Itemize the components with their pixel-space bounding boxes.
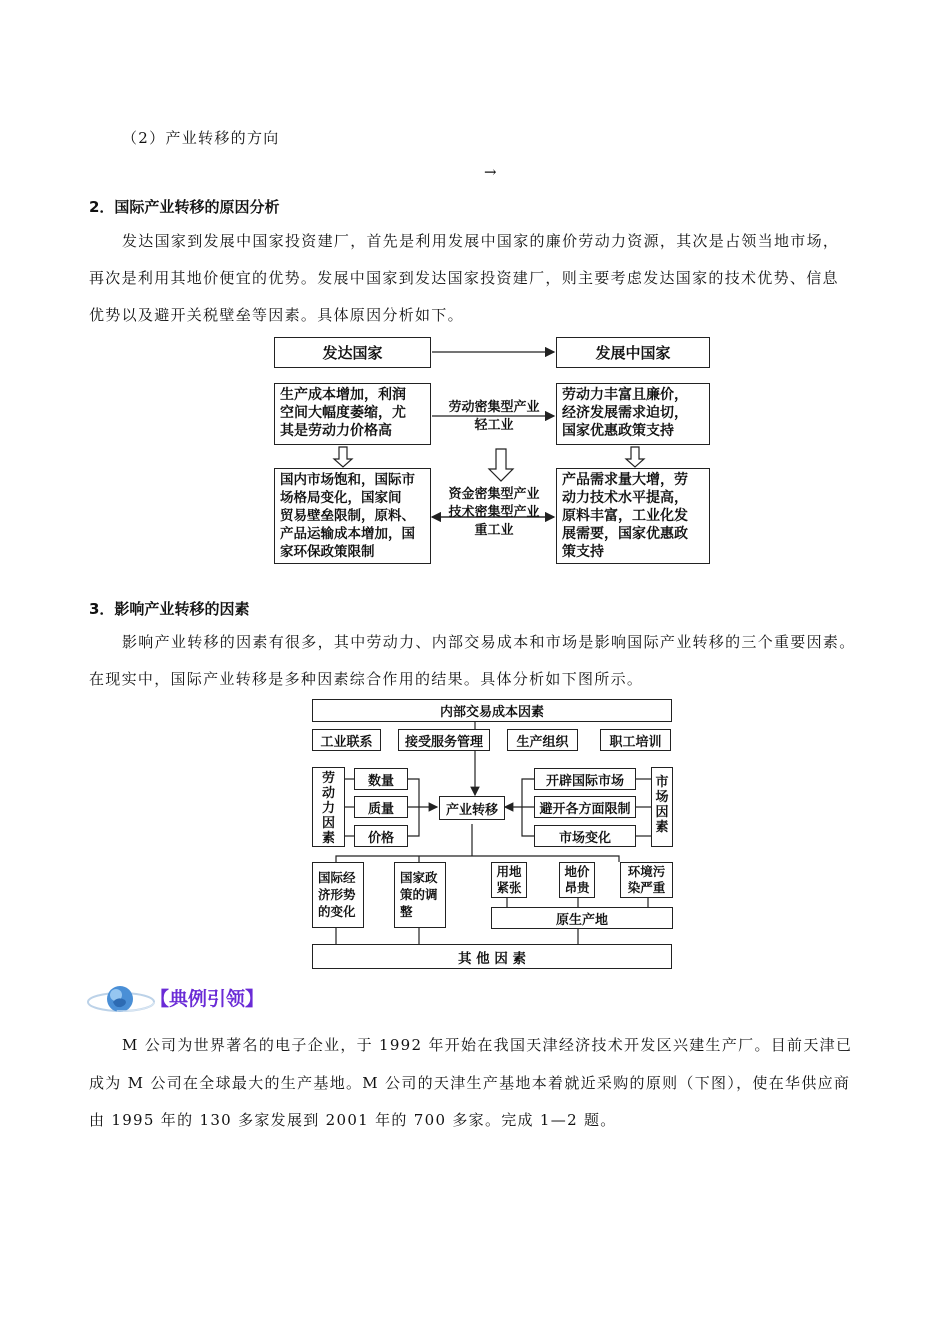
box-line: 展需要，国家优惠政 [562,526,688,542]
land-price-box [559,862,595,898]
factor-box: 工业联系 [312,729,381,751]
factor-box: 生产组织 [507,729,578,751]
box-line: 劳动力丰富且廉价， [562,387,688,403]
vertical-char: 素 [321,831,335,846]
box-line: 产品运输成本增加，国 [280,526,415,542]
label-line: 技术密集型产业 [448,505,540,520]
factor-box: 接受服务管理 [398,729,490,751]
box-line: 产品需求量大增，劳 [562,472,688,488]
label-line: 重工业 [474,523,514,538]
section-heading-2: 2．国际产业转移的原因分析 [89,198,280,216]
paragraph-line: 由 1995 年的 130 多家发展到 2001 年的 700 多家。完成 1—2 题。 [89,1111,617,1129]
label-line: 劳动密集型产业 [448,400,540,415]
box-line: 家环保政策限制 [280,544,375,560]
transfer-reason-diagram [270,337,715,569]
paragraph-line: M 公司为世界著名的电子企业，于 1992 年开始在我国天津经济技术开发区兴建生产厂。目前天津已 [122,1036,853,1054]
box-line: 的变化 [318,904,356,919]
vertical-char: 素 [655,820,669,835]
box-line: 昂贵 [564,880,590,895]
developed-cost-box [274,383,431,445]
origin-site-box: 原生产地 [491,907,673,929]
hollow-down-arrow [334,447,352,467]
paragraph-line: 在现实中，国际产业转移是多种因素综合作用的结果。具体分析如下图所示。 [89,670,644,688]
vertical-char: 因 [655,805,669,820]
developing-demand-box [556,468,710,564]
box-line: 动力技术水平提高， [562,490,688,506]
paragraph-line: 成为 M 公司在全球最大的生产基地。M 公司的天津生产基地本着就近采购的原则（下图），使在华供应商 [89,1074,851,1092]
label-line: 资金密集型产业 [448,487,540,502]
hollow-down-arrow [489,449,513,481]
vertical-char: 因 [321,816,335,831]
vertical-char: 劳 [321,771,335,786]
box-line: 空间大幅度萎缩，尤 [280,405,406,421]
market-item-box: 避开各方面限制 [534,796,636,818]
land-shortage-box [491,862,527,898]
box-line: 整 [400,904,413,919]
vertical-char: 力 [321,801,335,816]
developing-country-box: 发展中国家 [556,337,710,368]
box-line: 场格局变化，国家间 [280,490,402,506]
labor-intensive-label [432,399,556,435]
box-line: 环境污 [627,864,666,879]
box-line: 国家政 [400,870,438,885]
market-factor-box [651,767,673,847]
box-line: 地价 [564,864,590,879]
box-line: 生产成本增加，利润 [280,387,406,403]
box-line: 策支持 [562,544,604,560]
box-line: 国家优惠政策支持 [562,423,674,439]
box-line: 其是劳动力价格高 [280,423,392,439]
box-line: 原料丰富，工业化发 [562,508,688,524]
factor-box: 职工培训 [600,729,671,751]
box-line: 国内市场饱和，国际市 [280,472,415,488]
hollow-down-arrow [626,447,644,467]
box-line: 经济发展需求迫切， [562,405,688,421]
pollution-box [620,862,673,898]
labor-factor-box [312,767,345,847]
vertical-char: 市 [655,775,669,790]
developed-market-box [274,468,431,564]
market-item-box: 开辟国际市场 [534,768,636,790]
paragraph-line: 优势以及避开关税壁垒等因素。具体原因分析如下。 [89,306,464,324]
industry-transfer-box: 产业转移 [439,796,505,820]
policy-box [394,862,446,928]
paragraph-line: 影响产业转移的因素有很多，其中劳动力、内部交易成本和市场是影响国际产业转移的三个重要因素。 [122,633,856,651]
developing-labor-box [556,383,710,445]
market-item-box: 市场变化 [534,825,636,847]
labor-item-box: 数量 [354,768,408,790]
vertical-char: 场 [655,790,669,805]
subsection-title: （2）产业转移的方向 [122,129,280,147]
internal-cost-box: 内部交易成本因素 [312,699,672,722]
intl-economy-box [312,862,364,928]
paragraph-line: 发达国家到发展中国家投资建厂，首先是利用发展中国家的廉价劳动力资源，其次是占领当地市场， [122,232,840,250]
box-line: 用地 [496,864,522,879]
box-line: 济形势 [318,887,356,902]
example-title: 【典例引领】 [150,988,265,1010]
box-line: 贸易壁垒限制，原料、 [280,508,415,524]
transfer-factor-diagram [309,699,675,971]
capital-tech-intensive-label [432,486,556,540]
globe-icon [86,982,156,1016]
label-line: 轻工业 [474,418,514,433]
box-line: 国际经 [318,870,356,885]
other-factors-box: 其 他 因 素 [312,944,672,969]
box-line: 策的调 [400,887,438,902]
developed-country-box: 发达国家 [274,337,431,368]
labor-item-box: 质量 [354,796,408,818]
labor-item-box: 价格 [354,825,408,847]
box-line: 染严重 [627,880,666,895]
box-line: 紧张 [496,880,522,895]
paragraph-line: 再次是利用其地价便宜的优势。发展中国家到发达国家投资建厂，则主要考虑发达国家的技术优势、信息 [89,269,839,287]
vertical-char: 动 [321,786,335,801]
section-heading-3: 3．影响产业转移的因素 [89,600,250,618]
direction-arrow: → [484,163,498,181]
